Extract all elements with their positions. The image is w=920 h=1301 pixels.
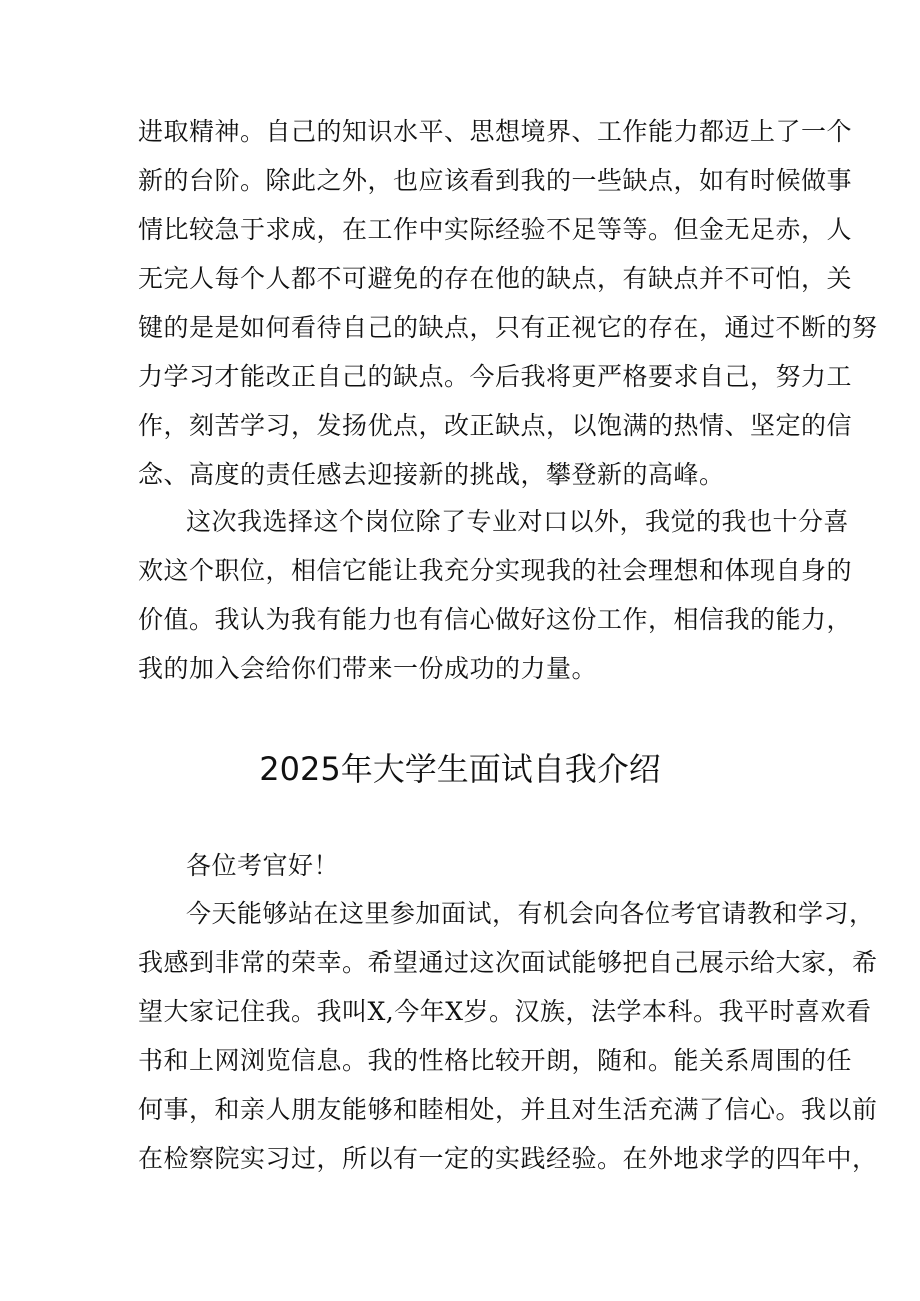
paragraph-line: 今天能够站在这里参加面试，有机会向各位考官请教和学习， <box>186 899 875 928</box>
paragraph-line: 无完人每个人都不可避免的存在他的缺点，有缺点并不可怕，关 <box>138 264 853 293</box>
greeting-line: 各位考官好！ <box>186 851 340 880</box>
paragraph-line: 望大家记住我。我叫X,今年X岁。汉族，法学本科。我平时喜欢看 <box>138 997 872 1026</box>
paragraph-line: 念、高度的责任感去迎接新的挑战，攀登新的高峰。 <box>138 460 725 489</box>
paragraph-line: 欢这个职位，相信它能让我充分实现我的社会理想和体现自身的 <box>138 556 853 585</box>
paragraph-line: 书和上网浏览信息。我的性格比较开朗，随和。能关系周围的任 <box>138 1046 853 1075</box>
paragraph-line: 力学习才能改正自己的缺点。今后我将更严格要求自己，努力工 <box>138 362 853 391</box>
document-title: 2025年大学生面试自我介绍 <box>259 750 661 788</box>
paragraph-line: 我的加入会给你们带来一份成功的力量。 <box>138 654 598 683</box>
paragraph-line: 新的台阶。除此之外，也应该看到我的一些缺点，如有时候做事 <box>138 166 853 195</box>
paragraph-line: 键的是是如何看待自己的缺点，只有正视它的存在，通过不断的努 <box>138 313 878 342</box>
paragraph-line: 我感到非常的荣幸。希望通过这次面试能够把自己展示给大家，希 <box>138 948 878 977</box>
paragraph-line: 情比较急于求成，在工作中实际经验不足等等。但金无足赤，人 <box>138 215 853 244</box>
paragraph-line: 这次我选择这个岗位除了专业对口以外，我觉的我也十分喜 <box>186 507 850 536</box>
paragraph-line: 价值。我认为我有能力也有信心做好这份工作，相信我的能力， <box>138 605 853 634</box>
paragraph-line: 进取精神。自己的知识水平、思想境界、工作能力都迈上了一个 <box>138 117 853 146</box>
paragraph-line: 何事，和亲人朋友能够和睦相处，并且对生活充满了信心。我以前 <box>138 1095 878 1124</box>
paragraph-line: 作，刻苦学习，发扬优点，改正缺点，以饱满的热情、坚定的信 <box>138 411 853 440</box>
paragraph-line: 在检察院实习过，所以有一定的实践经验。在外地求学的四年中， <box>138 1144 878 1173</box>
